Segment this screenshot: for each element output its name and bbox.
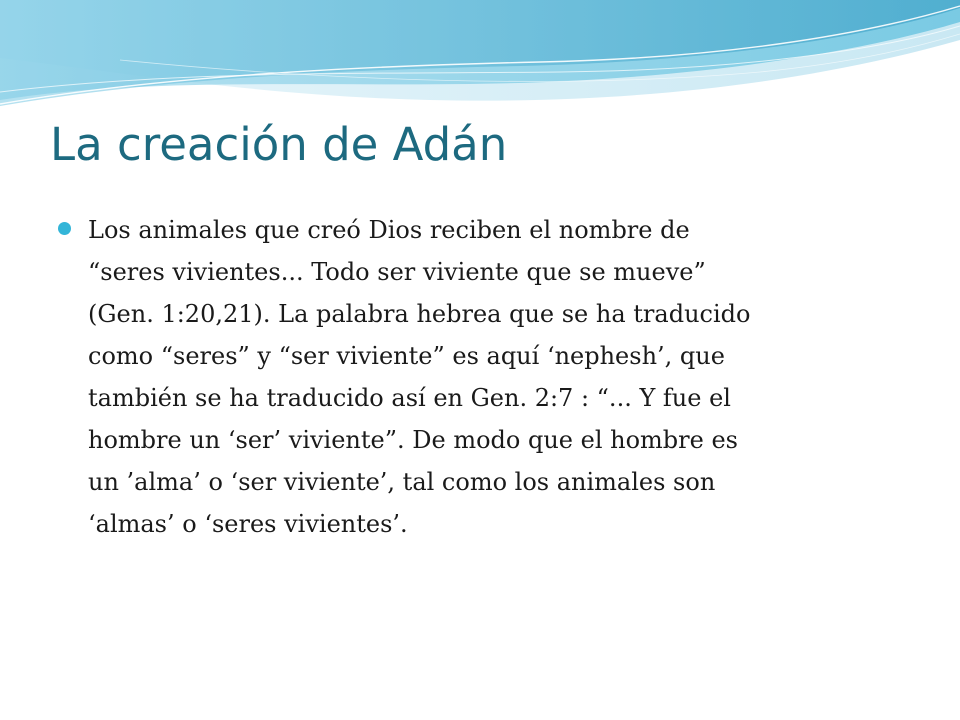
bullet-dot-icon [58,222,71,235]
header-wave-decoration [0,0,960,120]
bullet-item [58,209,878,545]
slide-title: La creación de Adán [50,118,508,171]
bullet-text: Los animales que creó Dios reciben el nombre de “seres vivientes... Todo ser viviente que se mueve” (Gen. 1:20,21). La palabra hebrea que se ha traducido como “seres” y “ser viviente” es aquí ‘nephesh’, que también se ha traducido así en Gen. 2:7 : “... Y fue el hombre un ‘ser’ viviente”. De modo que el hombre es un ’alma’ o ‘ser viviente’, tal como los animales son ‘almas’ o ‘seres vivientes’. [88,216,751,538]
bullet-list [58,209,878,545]
